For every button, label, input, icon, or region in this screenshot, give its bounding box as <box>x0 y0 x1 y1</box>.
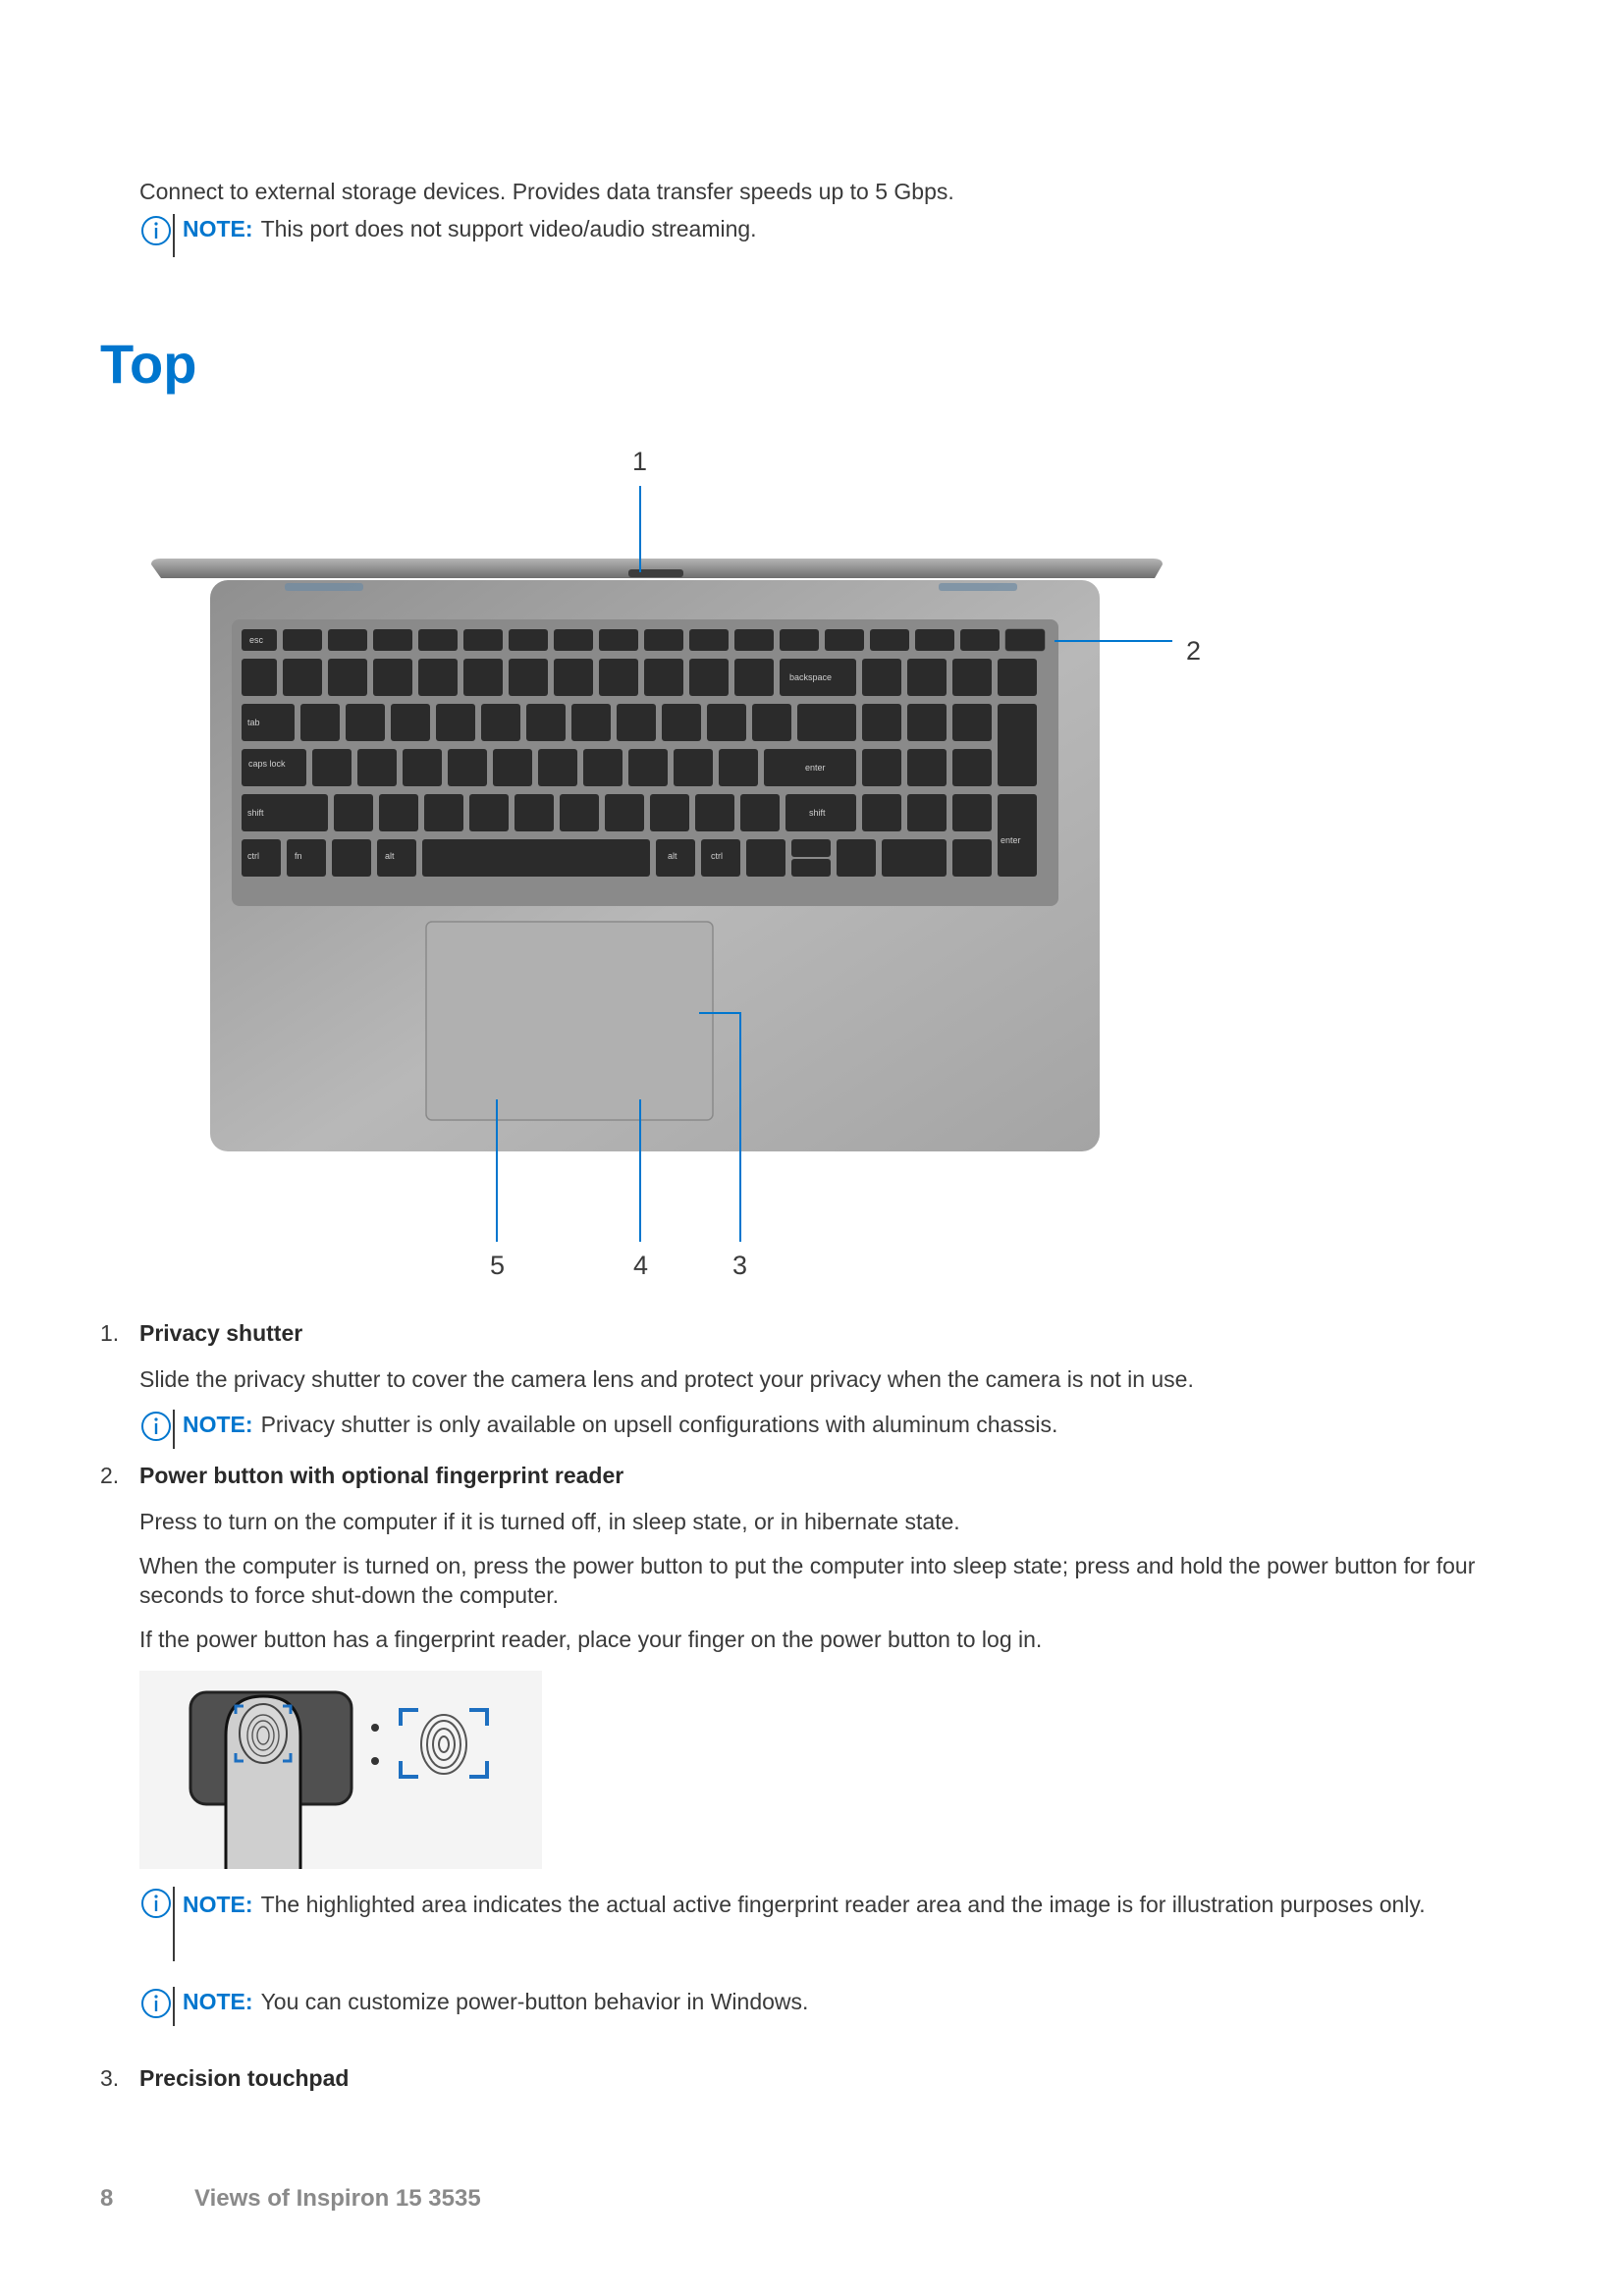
note-text: This port does not support video/audio streaming. <box>260 216 757 241</box>
svg-text:alt: alt <box>668 851 677 861</box>
note-divider <box>173 1887 175 1961</box>
callout-2: 2 <box>1186 636 1202 666</box>
note-text: The highlighted area indicates the actual active fingerprint reader area and the image is for illustration purposes only. <box>260 1892 1426 1917</box>
item-title-touchpad: Precision touchpad <box>139 2065 350 2091</box>
svg-text:shift: shift <box>809 808 826 818</box>
svg-text:ctrl: ctrl <box>711 851 723 861</box>
footer-title: Views of Inspiron 15 3535 <box>194 2185 481 2212</box>
section-title: Top <box>100 333 197 395</box>
svg-text:fn: fn <box>295 851 302 861</box>
svg-text:alt: alt <box>385 851 395 861</box>
callout-4: 4 <box>633 1251 649 1280</box>
item-paragraph: When the computer is turned on, press the power button to put the computer into sleep state; press and hold the power button for four seconds to force shut-down the computer. <box>139 1553 1476 1608</box>
info-icon <box>139 214 173 247</box>
item-paragraph: Slide the privacy shutter to cover the camera lens and protect your privacy when the camera is not in use. <box>139 1366 1194 1392</box>
info-icon <box>139 1887 173 1920</box>
callout-1: 1 <box>632 447 648 476</box>
svg-text:ctrl: ctrl <box>247 851 259 861</box>
power-button <box>1005 629 1045 651</box>
note-power-behavior <box>139 1987 808 2026</box>
info-icon <box>139 1987 173 2020</box>
item-paragraph: If the power button has a fingerprint reader, place your finger on the power button to log in. <box>139 1627 1043 1652</box>
svg-text:enter: enter <box>1001 835 1021 845</box>
note-text: Privacy shutter is only available on upsell configurations with aluminum chassis. <box>260 1412 1058 1437</box>
item-title-power-button: Power button with optional fingerprint reader <box>139 1463 624 1488</box>
note-divider <box>173 1987 175 2026</box>
item-paragraph: Press to turn on the computer if it is turned off, in sleep state, or in hibernate state. <box>139 1509 960 1534</box>
svg-text:tab: tab <box>247 718 260 727</box>
svg-text:backspace: backspace <box>789 672 833 682</box>
callout-5: 5 <box>490 1251 506 1280</box>
privacy-shutter <box>628 569 683 577</box>
note-divider <box>173 214 175 257</box>
note-fingerprint-area <box>139 1887 1534 1961</box>
note-label: NOTE: <box>183 1412 253 1437</box>
note-text: You can customize power-button behavior in Windows. <box>260 1989 809 2014</box>
item-title-privacy-shutter: Privacy shutter <box>139 1320 303 1346</box>
note-port <box>139 214 757 257</box>
fingerprint-illustration <box>139 1671 542 1869</box>
note-divider <box>173 1410 175 1449</box>
info-icon <box>139 1410 173 1443</box>
note-label: NOTE: <box>183 1989 253 2014</box>
note-label: NOTE: <box>183 1892 253 1917</box>
item-number: 1. <box>100 1320 120 1346</box>
callout-3: 3 <box>732 1251 748 1280</box>
laptop-top-view-figure <box>137 447 1237 1310</box>
svg-text:shift: shift <box>247 808 264 818</box>
note-privacy-shutter <box>139 1410 1057 1449</box>
note-label: NOTE: <box>183 216 253 241</box>
svg-text:enter: enter <box>805 763 826 773</box>
touchpad <box>426 922 713 1120</box>
intro-text: Connect to external storage devices. Provides data transfer speeds up to 5 Gbps. <box>139 179 954 204</box>
page-number: 8 <box>100 2185 114 2212</box>
svg-text:esc: esc <box>249 635 264 645</box>
item-number: 3. <box>100 2065 120 2091</box>
svg-text:caps lock: caps lock <box>248 759 286 769</box>
item-number: 2. <box>100 1463 120 1488</box>
